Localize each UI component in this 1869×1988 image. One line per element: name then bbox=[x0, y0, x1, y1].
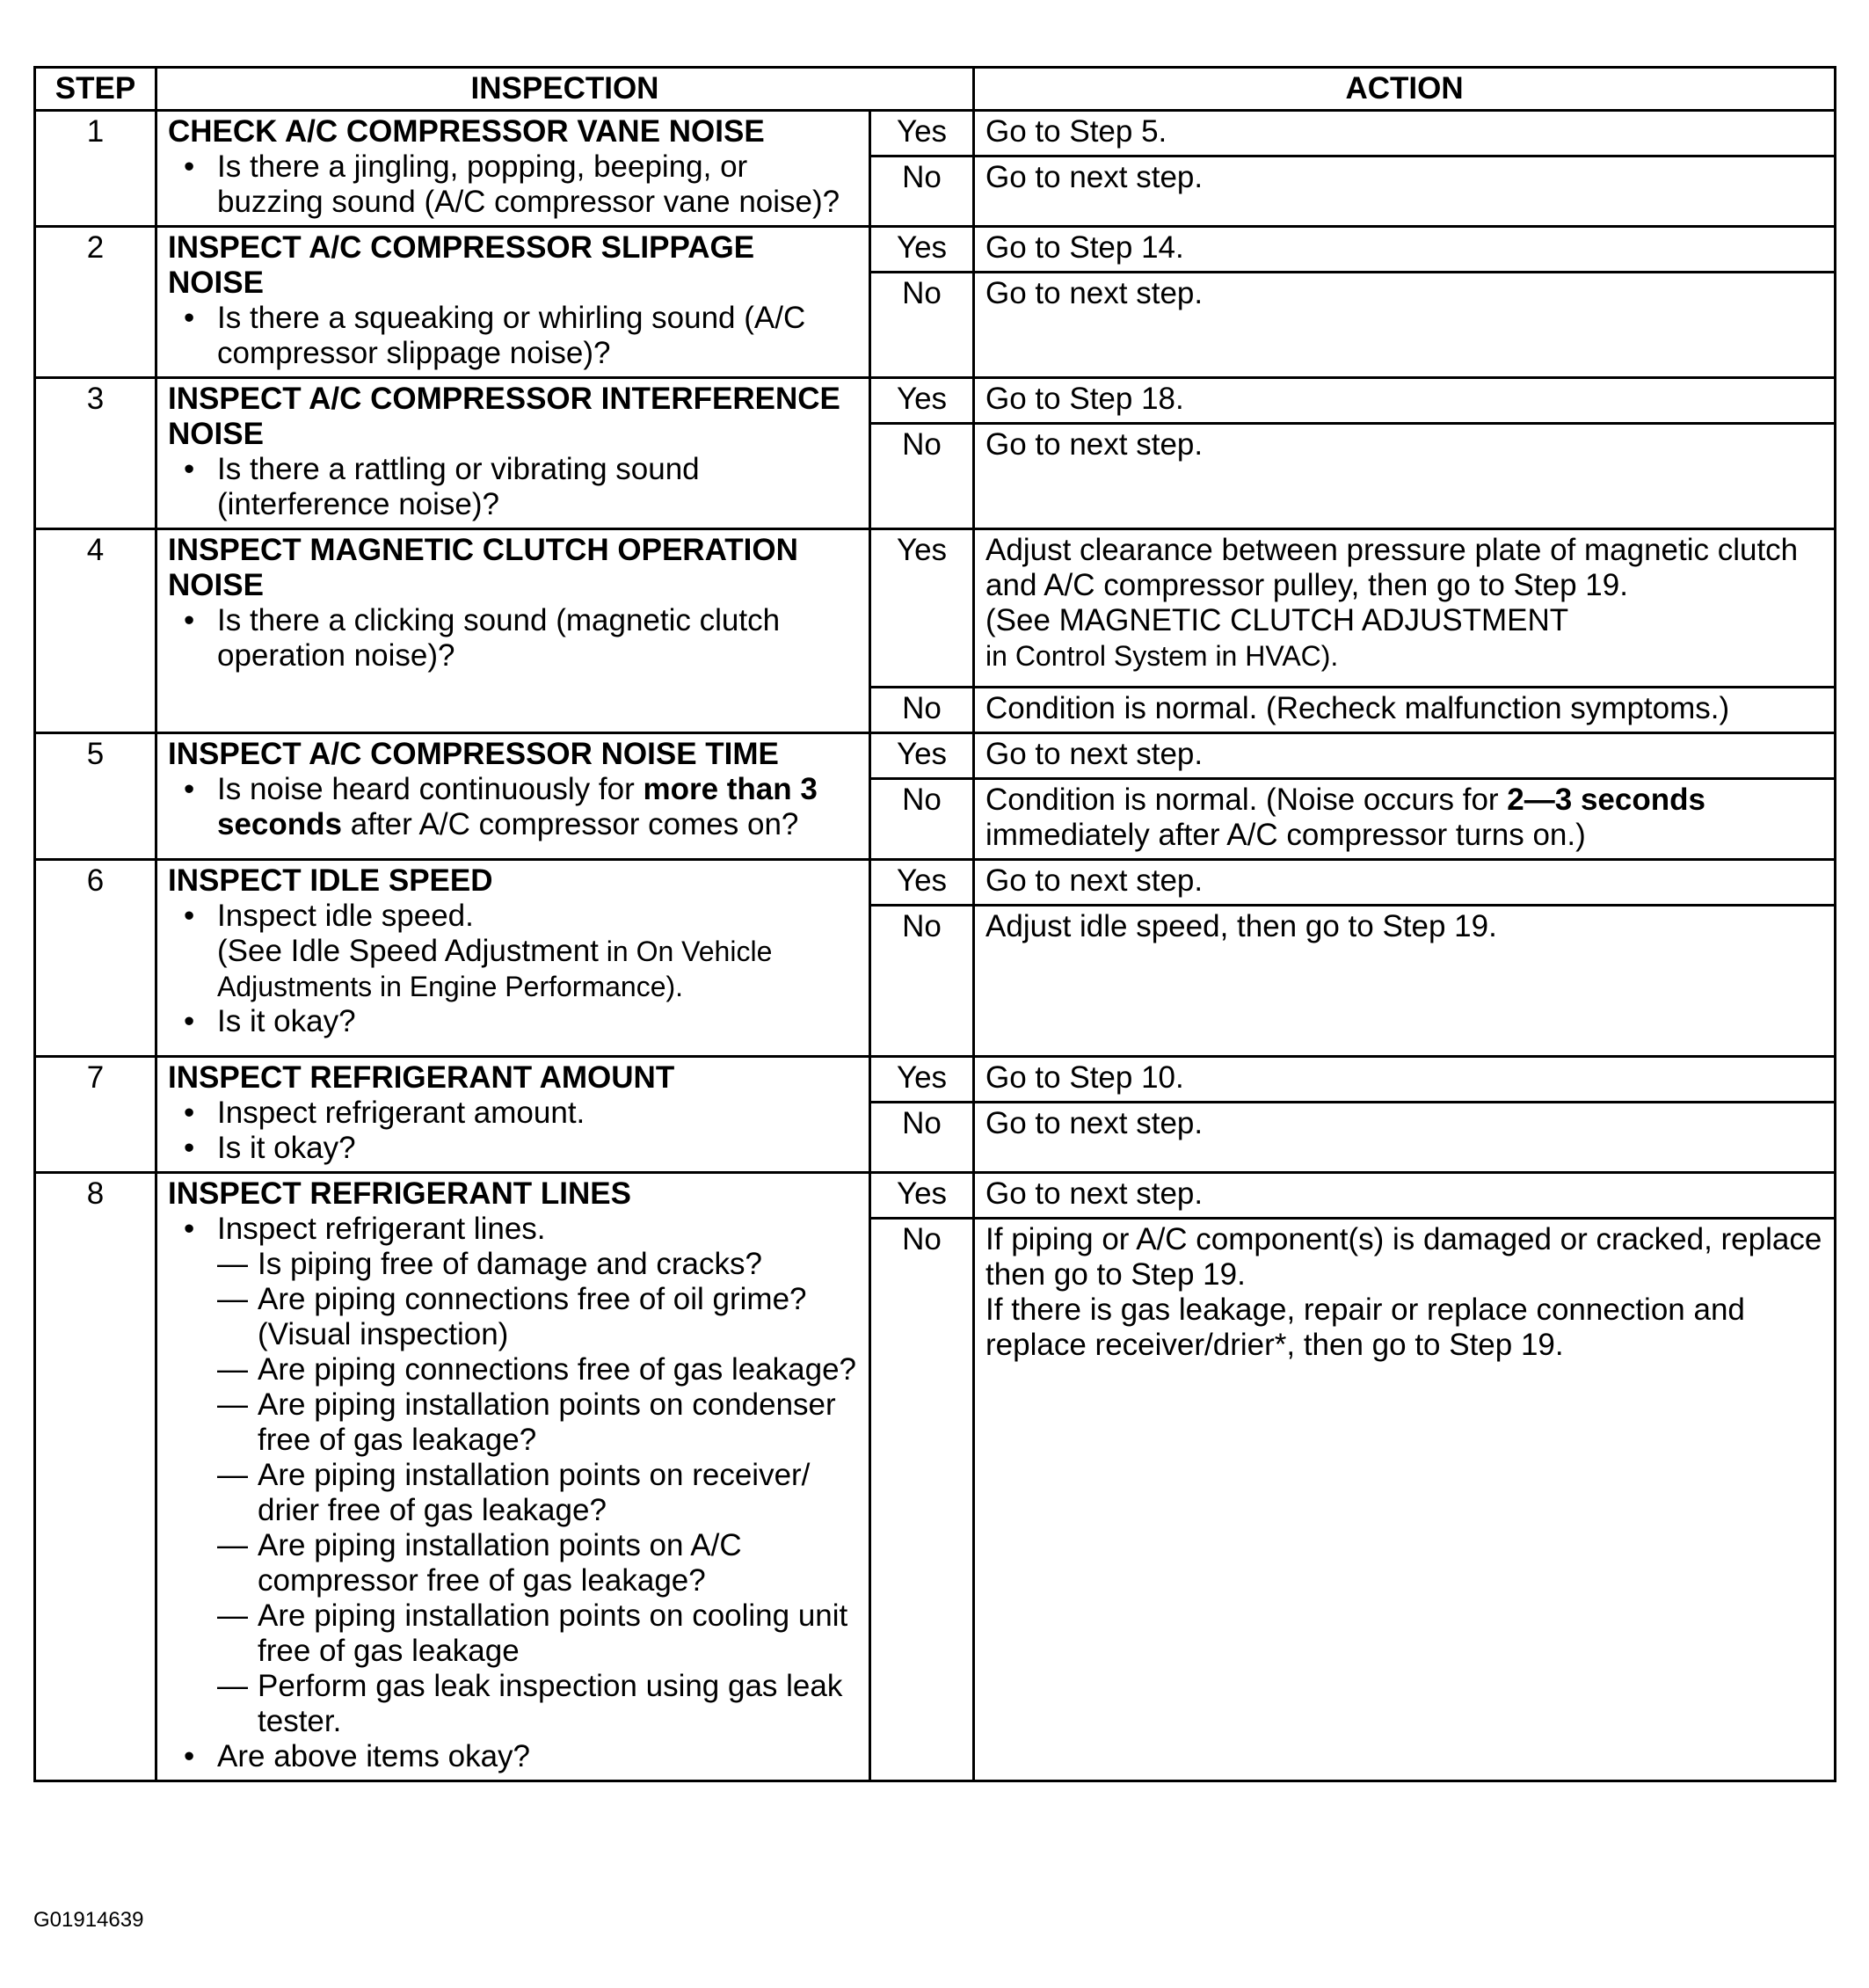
step-8-subitem-7: — Are piping installation points on cooling unit free of gas leakage bbox=[217, 1598, 858, 1669]
diagnostic-table bbox=[33, 66, 1836, 1782]
step-4-bullet-1: • Is there a clicking sound (magnetic clutch operation noise)? bbox=[168, 603, 858, 674]
step-6-bullet-1-text: • Inspect idle speed. bbox=[217, 899, 474, 933]
step-5-bullet-text-bold: more than 3 seconds bbox=[217, 772, 818, 841]
step-4-number: 4 bbox=[35, 529, 156, 733]
step-5-bullet-text-pre: Is noise heard continuously for bbox=[217, 772, 644, 806]
step-7-inspection bbox=[156, 1057, 870, 1173]
step-8-subitem-1: — Is piping free of damage and cracks? bbox=[217, 1247, 858, 1282]
step-8-no-action-line-2: If there is gas leakage, repair or replace connection and replace receiver/drier*, then go to Step 19. bbox=[985, 1293, 1745, 1362]
step-5-bullet-text-post: after A/C compressor comes on? bbox=[342, 807, 799, 841]
step-8-sublist bbox=[217, 1247, 858, 1739]
step-6-reference bbox=[217, 934, 858, 1004]
step-8-bullet-2: • Are above items okay? bbox=[168, 1739, 858, 1774]
step-8-subitem-5: — Are piping installation points on receiver/ drier free of gas leakage? bbox=[217, 1458, 858, 1528]
step-2-yes-row bbox=[35, 227, 1836, 273]
step-8-subitem-2: — Are piping connections free of oil grime? (Visual inspection) bbox=[217, 1282, 858, 1352]
step-7-title: INSPECT REFRIGERANT AMOUNT bbox=[168, 1060, 675, 1095]
step-3-yes-row bbox=[35, 378, 1836, 424]
step-1-yes-label: Yes bbox=[870, 111, 974, 157]
step-6-bullet-2: • Is it okay? bbox=[168, 1004, 858, 1039]
step-1-inspection bbox=[156, 111, 870, 227]
step-8-no-action-line-1: If piping or A/C component(s) is damaged or cracked, replace then go to Step 19. bbox=[985, 1222, 1822, 1292]
step-5-yes-action: Go to next step. bbox=[974, 733, 1836, 779]
step-5-no-action-post: immediately after A/C compressor turns on.) bbox=[985, 818, 1586, 852]
step-8-no-action bbox=[974, 1219, 1836, 1781]
step-4-yes-action-line-2: (See MAGNETIC CLUTCH ADJUSTMENT bbox=[985, 603, 1569, 637]
step-8-title: INSPECT REFRIGERANT LINES bbox=[168, 1176, 631, 1211]
step-4-yes-row bbox=[35, 529, 1836, 688]
step-6-yes-row bbox=[35, 860, 1836, 906]
step-2-inspection bbox=[156, 227, 870, 378]
step-3-title: INSPECT A/C COMPRESSOR INTERFERENCE NOISE bbox=[168, 382, 840, 451]
step-8-bullet-1 bbox=[168, 1212, 858, 1739]
diagnostic-document bbox=[33, 66, 1834, 1782]
step-8-number: 8 bbox=[35, 1173, 156, 1781]
step-4-yes-action-line-1: Adjust clearance between pressure plate of magnetic clutch and A/C compressor pulley, then go to Step 19. bbox=[985, 533, 1799, 602]
step-2-number: 2 bbox=[35, 227, 156, 378]
step-1-no-label: No bbox=[870, 157, 974, 227]
step-3-inspection bbox=[156, 378, 870, 529]
step-7-no-action: Go to next step. bbox=[974, 1103, 1836, 1173]
step-6-number: 6 bbox=[35, 860, 156, 1057]
step-1-yes-action: Go to Step 5. bbox=[974, 111, 1836, 157]
step-5-bullet-1 bbox=[168, 772, 858, 842]
step-2-bullet-1: • Is there a squeaking or whirling sound (A/C compressor slippage noise)? bbox=[168, 301, 858, 371]
step-1-no-action: Go to next step. bbox=[974, 157, 1836, 227]
inspection-header: INSPECTION bbox=[156, 68, 974, 111]
step-6-yes-label: Yes bbox=[870, 860, 974, 906]
step-5-no-action-pre: Condition is normal. (Noise occurs for bbox=[985, 783, 1508, 817]
step-4-inspection bbox=[156, 529, 870, 733]
step-8-subitem-8: — Perform gas leak inspection using gas leak tester. bbox=[217, 1669, 858, 1739]
step-2-title: INSPECT A/C COMPRESSOR SLIPPAGE NOISE bbox=[168, 230, 755, 300]
step-header: STEP bbox=[35, 68, 156, 111]
step-8-subitem-4: — Are piping installation points on condenser free of gas leakage? bbox=[217, 1387, 858, 1458]
step-1-yes-row bbox=[35, 111, 1836, 157]
step-5-number: 5 bbox=[35, 733, 156, 860]
step-6-bullet-1 bbox=[168, 899, 858, 1004]
step-1-bullet-1: • Is there a jingling, popping, beeping, or buzzing sound (A/C compressor vane noise)? bbox=[168, 149, 858, 220]
step-4-no-action: Condition is normal. (Recheck malfunction symptoms.) bbox=[974, 688, 1836, 733]
step-6-title: INSPECT IDLE SPEED bbox=[168, 863, 493, 898]
step-3-yes-action: Go to Step 18. bbox=[974, 378, 1836, 424]
step-4-yes-label: Yes bbox=[870, 529, 974, 688]
step-6-inspection bbox=[156, 860, 870, 1057]
step-7-yes-row bbox=[35, 1057, 1836, 1103]
step-4-no-label: No bbox=[870, 688, 974, 733]
step-5-no-label: No bbox=[870, 779, 974, 860]
step-5-yes-row bbox=[35, 733, 1836, 779]
step-8-yes-row bbox=[35, 1173, 1836, 1219]
step-8-inspection bbox=[156, 1173, 870, 1781]
step-4-title: INSPECT MAGNETIC CLUTCH OPERATION NOISE bbox=[168, 533, 798, 602]
step-3-no-label: No bbox=[870, 424, 974, 529]
step-7-yes-label: Yes bbox=[870, 1057, 974, 1103]
step-7-yes-action: Go to Step 10. bbox=[974, 1057, 1836, 1103]
step-1-number: 1 bbox=[35, 111, 156, 227]
step-8-yes-action: Go to next step. bbox=[974, 1173, 1836, 1219]
header-row bbox=[35, 68, 1836, 111]
step-2-no-action: Go to next step. bbox=[974, 273, 1836, 378]
step-1-title: CHECK A/C COMPRESSOR VANE NOISE bbox=[168, 114, 765, 149]
step-5-no-action-bold: 2—3 seconds bbox=[1507, 783, 1705, 817]
step-7-bullet-1: • Inspect refrigerant amount. bbox=[168, 1096, 858, 1131]
step-5-yes-label: Yes bbox=[870, 733, 974, 779]
step-3-bullet-1: • Is there a rattling or vibrating sound (interference noise)? bbox=[168, 452, 858, 522]
step-4-yes-action-line-3: in Control System in HVAC). bbox=[985, 640, 1339, 672]
step-8-subitem-3: — Are piping connections free of gas leakage? bbox=[217, 1352, 858, 1387]
action-header: ACTION bbox=[974, 68, 1836, 111]
step-2-yes-label: Yes bbox=[870, 227, 974, 273]
figure-id: G01914639 bbox=[33, 1908, 144, 1932]
step-5-no-action bbox=[974, 779, 1836, 860]
step-3-no-action: Go to next step. bbox=[974, 424, 1836, 529]
step-3-number: 3 bbox=[35, 378, 156, 529]
step-6-reference-a: (See Idle Speed Adjustment bbox=[217, 934, 599, 968]
step-6-no-action: Adjust idle speed, then go to Step 19. bbox=[974, 906, 1836, 1057]
step-2-no-label: No bbox=[870, 273, 974, 378]
step-6-reference-b: in On Vehicle Adjustments in Engine Performance). bbox=[217, 936, 773, 1002]
step-7-number: 7 bbox=[35, 1057, 156, 1173]
step-7-no-label: No bbox=[870, 1103, 974, 1173]
step-6-no-label: No bbox=[870, 906, 974, 1057]
step-5-inspection bbox=[156, 733, 870, 860]
step-4-yes-action bbox=[974, 529, 1836, 688]
step-8-no-label: No bbox=[870, 1219, 974, 1781]
step-8-bullet-1-text: • Inspect refrigerant lines. bbox=[217, 1212, 546, 1246]
step-8-yes-label: Yes bbox=[870, 1173, 974, 1219]
step-2-yes-action: Go to Step 14. bbox=[974, 227, 1836, 273]
step-5-title: INSPECT A/C COMPRESSOR NOISE TIME bbox=[168, 737, 779, 771]
step-8-subitem-6: — Are piping installation points on A/C compressor free of gas leakage? bbox=[217, 1528, 858, 1598]
step-6-yes-action: Go to next step. bbox=[974, 860, 1836, 906]
step-3-yes-label: Yes bbox=[870, 378, 974, 424]
step-7-bullet-2: • Is it okay? bbox=[168, 1131, 858, 1166]
